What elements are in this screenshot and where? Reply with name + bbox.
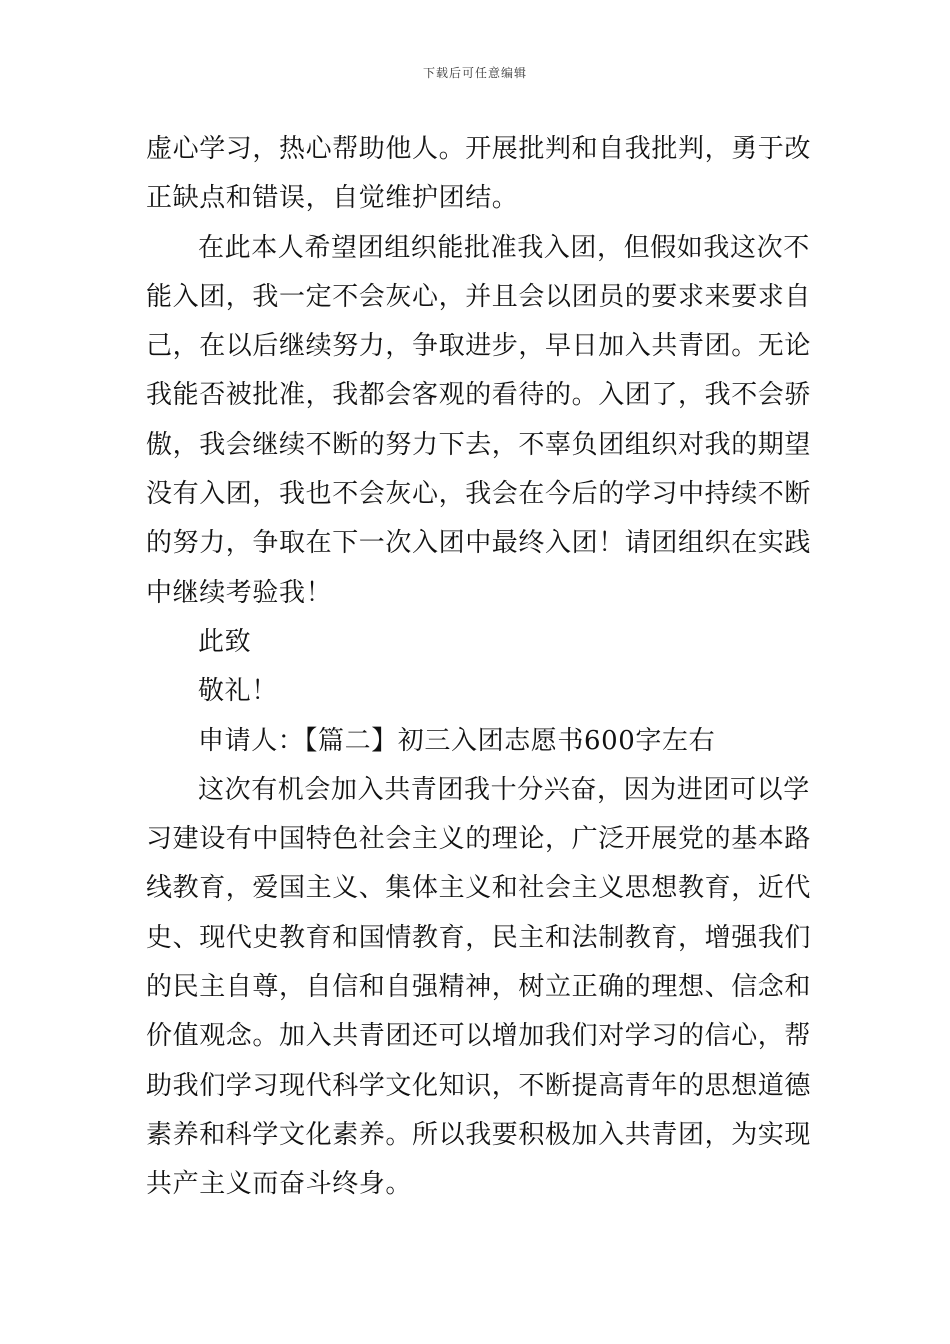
text-line: 虚心学习，热心帮助他人。开展批判和自我批判，勇于改 [146, 134, 812, 164]
text-line: 的民主自尊，自信和自强精神，树立正确的理想、信念和 [146, 972, 812, 1003]
text-line: 史、现代史教育和国情教育，民主和法制教育，增强我们 [146, 922, 812, 953]
closing-salutation: 此致 [198, 626, 252, 657]
text-line: 傲，我会继续不断的努力下去，不辜负团组织对我的期望 [146, 429, 812, 460]
page-header: 下载后可任意编辑 [422, 66, 527, 80]
text-line: 线教育，爱国主义、集体主义和社会主义思想教育，近代 [146, 873, 812, 904]
applicant-line: 申请人：【篇二】初三入团志愿书600字左右 [198, 725, 716, 756]
closing-regards: 敬礼！ [198, 676, 278, 707]
text-line: 助我们学习现代科学文化知识，不断提高青年的思想道德 [146, 1070, 812, 1101]
text-line: 习建设有中国特色社会主义的理论，广泛开展党的基本路 [146, 824, 812, 855]
text-line: 正缺点和错误，自觉维护团结。 [146, 183, 519, 214]
text-line: 共产主义而奋斗终身。 [146, 1169, 413, 1200]
text-line: 没有入团，我也不会灰心，我会在今后的学习中持续不断 [146, 479, 812, 510]
text-line: 素养和科学文化素养。所以我要积极加入共青团，为实现 [146, 1119, 812, 1150]
text-line: 中继续考验我！ [146, 577, 333, 608]
paragraph-start-line: 这次有机会加入共青团我十分兴奋，因为进团可以学 [198, 774, 810, 805]
text-line: 我能否被批准，我都会客观的看待的。入团了，我不会骄 [146, 380, 812, 411]
document-body [146, 125, 810, 1210]
text-line: 价值观念。加入共青团还可以增加我们对学习的信心，帮 [146, 1021, 812, 1052]
text-line: 能入团，我一定不会灰心，并且会以团员的要求来要求自 [146, 281, 812, 312]
text-line: 己，在以后继续努力，争取进步，早日加入共青团。无论 [146, 331, 812, 362]
text-line: 的努力，争取在下一次入团中最终入团！请团组织在实践 [146, 528, 812, 559]
paragraph-start-line: 在此本人希望团组织能批准我入团，但假如我这次不 [198, 232, 810, 263]
